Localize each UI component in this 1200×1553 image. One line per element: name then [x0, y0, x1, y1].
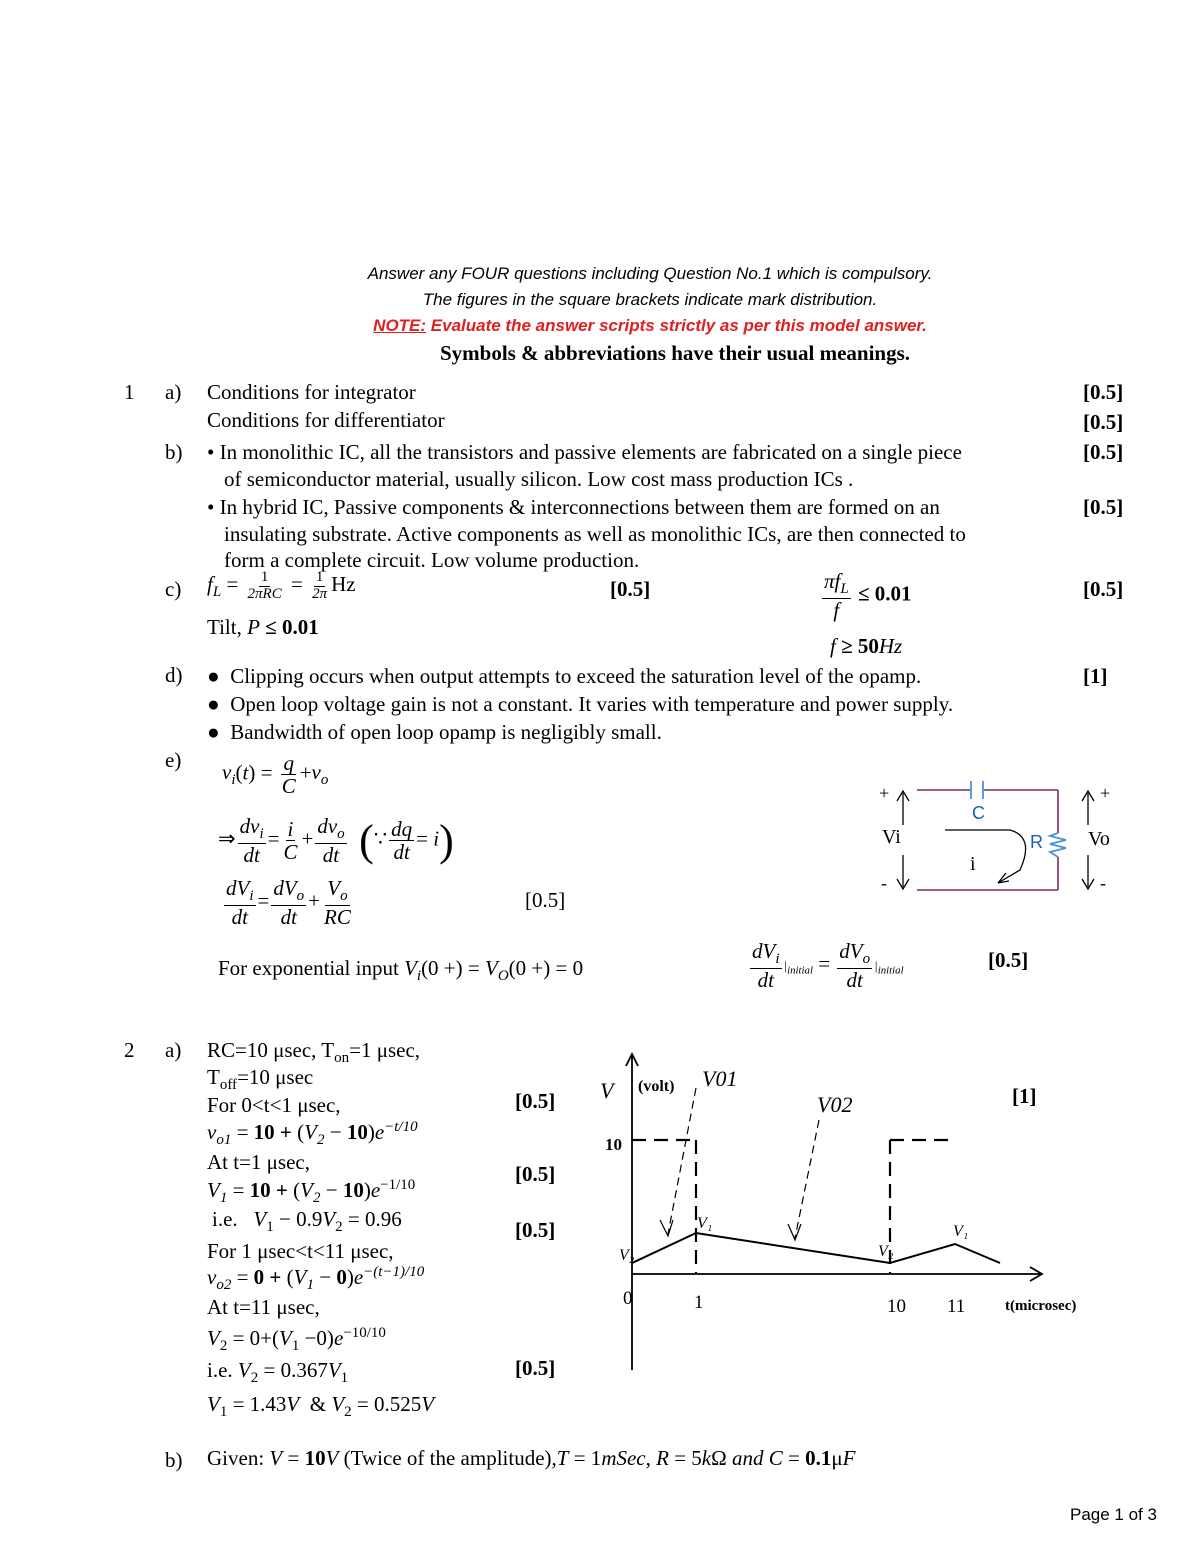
q1e-eq1: $v_i(t)$ = $\frac{q}{C}$ $+v_o$	[222, 751, 329, 799]
q1d-mark: [1]	[1083, 664, 1108, 688]
resistor-symbol	[1050, 833, 1066, 857]
input-pulse	[632, 1140, 955, 1274]
q1d-item-3: ● Bandwidth of open loop opamp is negligibly small.	[207, 720, 662, 744]
q2a-label: a)	[165, 1038, 182, 1062]
q1b-mark1: [0.5]	[1083, 440, 1124, 464]
vo-plus: +	[1100, 783, 1111, 803]
q1c-mark2: [0.5]	[1083, 577, 1124, 601]
q2b-label: b)	[165, 1448, 183, 1472]
q2a-v1-eq: $V_1 = 10 + (V_2 - 10)e^{-1/10}$	[207, 1177, 416, 1207]
q1e-label: e)	[165, 748, 182, 772]
vi-plus: +	[879, 783, 890, 803]
ie-label-2: i.e.	[207, 1358, 233, 1382]
q1e-initial-eq: $\frac{dV_i}{dt}$ $|_{initial}$ = $\frac{dV_o}{dt}$ $|_{initial}$	[752, 939, 904, 992]
q1b-b1-line1: In monolithic IC, all the transistors and passive elements are fabricated on a single piece	[219, 440, 962, 464]
q1b-b2-line2: insulating substrate. Active components as well as monolithic ICs, are then connected to	[224, 522, 966, 546]
current-arrow	[945, 830, 1026, 883]
q2a-v2-eq: $V_2 = 0+(V_1 -0)e^{-10/10}$	[207, 1325, 386, 1355]
resistor-label: R	[1030, 832, 1043, 852]
capacitor-label: C	[972, 803, 985, 823]
y-tick-10: 10	[605, 1135, 622, 1154]
q2a-ie2: i.e. $V_2 = 0.367V_1$	[207, 1358, 349, 1387]
q2a-rc: RC=10 μsec, T	[207, 1038, 335, 1062]
q1b-label: b)	[165, 440, 183, 464]
q2a-mark4: [0.5]	[515, 1356, 556, 1380]
q1b-bullet1: • In monolithic IC, all the transistors and passive elements are fabricated on a single piece	[207, 440, 962, 464]
q2a-mark2: [0.5]	[515, 1162, 556, 1186]
v01-pointer	[668, 1088, 696, 1234]
q1b-mark2: [0.5]	[1083, 495, 1124, 519]
question-2-number: 2	[124, 1038, 135, 1062]
q1e-exp-input: For exponential input $V_i(0$ +) = $V_O(0$ +) = 0	[218, 956, 584, 985]
q1a-mark1: [0.5]	[1083, 380, 1124, 404]
note-text: Evaluate the answer scripts strictly as per this model answer.	[426, 316, 927, 335]
rc-circuit-diagram	[870, 775, 1130, 905]
header-note	[0, 316, 1200, 336]
q1e-eq2: ⇒ $\frac{dv_i}{dt}$ = $\frac{i}{C}$ + $\frac{dv_o}{dt}$ (∵ $\frac{dq}{dt}$ = i)	[218, 814, 454, 867]
exp-input-text: For exponential input	[218, 956, 399, 980]
waveform-graph	[595, 1048, 1115, 1378]
q1d-item-1-text: Clipping occurs when output attempts to exceed the saturation level of the opamp.	[230, 664, 922, 688]
header-symbols: Symbols & abbreviations have their usual meanings.	[439, 341, 911, 365]
q1c-condition: $\frac{\pi f_L}{f}$ ≤ 0.01	[824, 569, 912, 622]
v01-label: V01	[702, 1066, 738, 1091]
y-axis-label: V	[600, 1078, 614, 1103]
x-tick-11: 11	[947, 1296, 966, 1317]
q1e-mark1: [0.5]	[525, 888, 566, 912]
q1a-line2: Conditions for differentiator	[207, 408, 445, 432]
v1-point-label-2: V₁	[953, 1223, 969, 1240]
q1d-item-1: ● Clipping occurs when output attempts to exceed the saturation level of the opamp.	[207, 664, 922, 688]
v02-label: V02	[817, 1092, 853, 1117]
q2a-line1	[207, 1038, 420, 1067]
q2b-given: Given: V = 10V (Twice of the amplitude),T = 1mSec, R = 5kΩ and C = 0.1μF	[207, 1446, 856, 1470]
q1c-fl-equation: $f_L$ = $\frac{1}{\text{2πRC}}$ = $\frac{1}{2\pi}$ Hz	[207, 569, 356, 602]
q1a-mark2: [0.5]	[1083, 410, 1124, 434]
q2a-t: T	[207, 1065, 220, 1089]
q1d-item-2-text: Open loop voltage gain is not a constant. It varies with temperature and power supply.	[230, 692, 954, 716]
vi-label: Vi	[882, 826, 901, 848]
q1c-tilt: Tilt, P ≤ 0.01	[207, 615, 319, 639]
capacitor-symbol	[971, 781, 983, 799]
given-label: Given:	[207, 1446, 265, 1470]
q2a-result: $V_1 = 1.43V$ & $V_2 = 0.525V$	[207, 1392, 435, 1421]
q2a-line10: At t=11 μsec,	[207, 1295, 320, 1319]
v2-start-label: V₂	[619, 1247, 635, 1264]
x-tick-0: 0	[623, 1288, 633, 1309]
x-tick-1: 1	[694, 1292, 704, 1313]
q1d-label: d)	[165, 663, 183, 687]
toff-sub: off	[219, 1077, 238, 1094]
q2a-line3: For 0<t<1 μsec,	[207, 1093, 341, 1117]
q2a-ie1: i.e. $V_1 - 0.9V_2 = 0.96$	[212, 1207, 402, 1236]
vi-minus: -	[881, 873, 887, 893]
v02-pointer	[795, 1120, 819, 1238]
ie-label-1: i.e.	[212, 1207, 238, 1231]
q2a-ton: =1 μsec,	[349, 1038, 421, 1062]
output-waveform	[632, 1233, 1000, 1263]
vo-label: Vo	[1088, 828, 1110, 850]
q1c-freq: f ≥ 50Hz	[830, 634, 903, 658]
q1b-bullet2: • In hybrid IC, Passive components & interconnections between them are formed on an	[207, 495, 940, 519]
tilt-label: Tilt,	[207, 615, 242, 639]
q1d-item-2: ● Open loop voltage gain is not a constant. It varies with temperature and power supply.	[207, 692, 954, 716]
q1b-b2-line1: In hybrid IC, Passive components & interconnections between them are formed on an	[219, 495, 940, 519]
q1c-mark1: [0.5]	[610, 577, 651, 601]
q2a-vo2-eq: $v_{o2} = 0 + (V_1 - 0)e^{-(t-1)/10}$	[207, 1264, 425, 1294]
q1e-mark2: [0.5]	[988, 948, 1029, 972]
q1e-eq3: $\frac{dV_i}{dt}$ = $\frac{dV_o}{dt}$ + $\frac{V_o}{RC}$	[226, 876, 351, 929]
q1a-line1: Conditions for integrator	[207, 380, 416, 404]
q2a-toff: =10 μsec	[237, 1065, 314, 1089]
v1-point-label: V₁	[697, 1215, 713, 1232]
ton-sub: on	[334, 1050, 350, 1067]
q1c-label: c)	[165, 577, 182, 601]
x-axis-label: t(microsec)	[1005, 1298, 1077, 1314]
y-axis-unit: (volt)	[638, 1078, 675, 1095]
q1b-b2-line3: form a complete circuit. Low volume production.	[224, 548, 640, 572]
q1b-b1-line2: of semiconductor material, usually silicon. Low cost mass production ICs .	[224, 467, 854, 491]
header-instruction: Answer any FOUR questions including Question No.1 which is compulsory.	[367, 264, 933, 283]
q1d-item-3-text: Bandwidth of open loop opamp is negligibly small.	[230, 720, 662, 744]
q2a-graph-mark: [1]	[1012, 1084, 1037, 1108]
q2a-vo1-eq: $v_{o1} = 10 + (V_2 - 10)e^{-t/10}$	[207, 1119, 418, 1149]
q2a-mark1: [0.5]	[515, 1089, 556, 1113]
note-label: NOTE:	[373, 316, 427, 335]
q2a-line2	[207, 1065, 313, 1094]
v2-point-label: V₂	[878, 1243, 894, 1260]
x-tick-10: 10	[887, 1296, 906, 1317]
current-label: i	[970, 853, 976, 875]
vo-minus: -	[1100, 873, 1106, 893]
q2a-mark3: [0.5]	[515, 1218, 556, 1242]
hz-unit: Hz	[331, 572, 356, 597]
header-marks-note: The figures in the square brackets indicate mark distribution.	[422, 290, 878, 309]
q1a-label: a)	[165, 380, 182, 404]
q2a-line8: For 1 μsec<t<11 μsec,	[207, 1239, 394, 1263]
page-number: Page 1 of 3	[1070, 1505, 1157, 1524]
question-1-number: 1	[124, 380, 135, 404]
q2a-line5: At t=1 μsec,	[207, 1150, 311, 1174]
